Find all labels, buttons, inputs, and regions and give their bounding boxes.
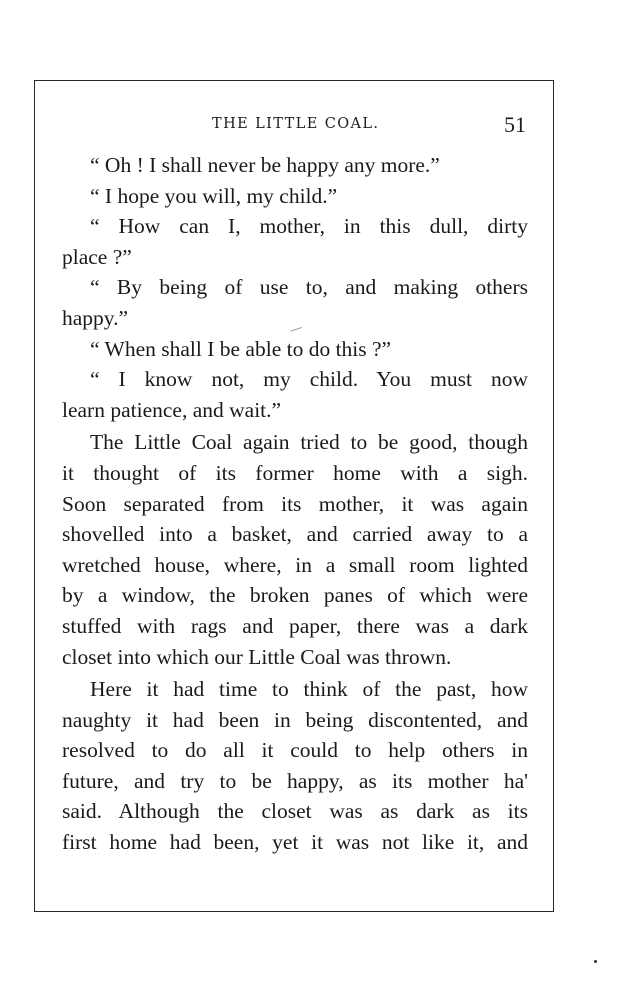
text-line: Soon separated from its mother, it was again	[62, 491, 528, 516]
text-line: closet into which our Little Coal was thrown.	[62, 644, 452, 669]
text-line: “ I hope you will, my child.”	[90, 183, 338, 208]
text-line: future, and try to be happy, as its mother ha'	[62, 768, 528, 793]
text-line: naughty it had been in being discontented, and	[62, 707, 528, 732]
running-title: THE LITTLE COAL.	[212, 116, 380, 132]
text-line: place ?”	[62, 244, 132, 269]
text-line: “ Oh ! I shall never be happy any more.”	[90, 153, 440, 177]
text-line: by a window, the broken panes of which were	[62, 583, 528, 608]
text-line: “ I know not, my child. You must now	[90, 367, 528, 392]
running-head	[34, 112, 554, 142]
text-line: wretched house, where, in a small room lighted	[62, 552, 528, 577]
text-line: “ When shall I be able to do this ?”	[90, 336, 392, 361]
page-number: 51	[504, 112, 526, 137]
body-text	[62, 150, 528, 858]
text-line: said. Although the closet was as dark as its	[62, 799, 528, 824]
text-line: stuffed with rags and paper, there was a dark	[62, 613, 528, 638]
ink-speck	[594, 960, 597, 963]
text-line: first home had been, yet it was not like it, and	[62, 830, 528, 855]
text-line: Here it had time to think of the past, how	[90, 677, 528, 702]
text-line: The Little Coal again tried to be good, though	[90, 430, 528, 455]
text-line: “ By being of use to, and making others	[90, 275, 528, 300]
text-line: “ How can I, mother, in this dull, dirty	[90, 214, 528, 239]
text-line: learn patience, and wait.”	[62, 397, 282, 422]
text-line: it thought of its former home with a sigh.	[62, 460, 528, 485]
text-line: shovelled into a basket, and carried away to a	[62, 522, 528, 547]
text-line: resolved to do all it could to help others in	[62, 738, 528, 763]
text-line: happy.”	[62, 305, 129, 330]
